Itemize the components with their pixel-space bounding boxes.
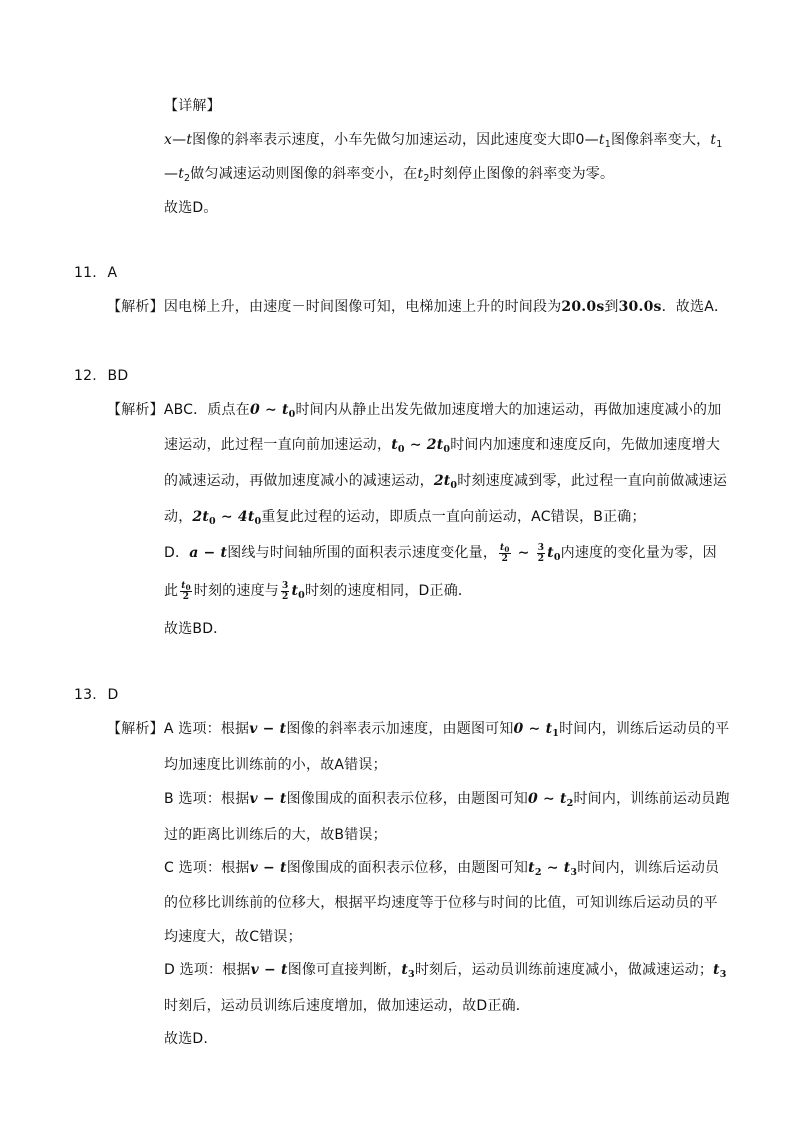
q13-line-2: 均加速度比训练前的小，故A错误； [164, 757, 387, 773]
q12-answer: BD [107, 368, 129, 384]
q13-line-6: 的位移比训练前的位移大，根据平均速度等于位移与时间的比值，可知训练后运动员的平 [164, 895, 718, 911]
fraction-t0-over-2: $\frac{t_0}{2}$ [500, 542, 510, 564]
fraction-t0-over-2: $\frac{t_0}{2}$ [181, 580, 191, 602]
q12-line-2: 速运动，此过程一直向前加速运动，$t_0$ ∼ $2t_0$时间内加速度和速度反向，先做加速度增大 [164, 437, 721, 455]
fraction-3-over-2: $\frac{3}{2}$ [281, 580, 289, 602]
q12-line-4: 动，$2t_0$ ∼ $4t_0$重复此过程的运动，即质点一直向前运动，AC错误，B正确； [164, 509, 646, 527]
q12-line-3: 的减速运动，再做加速度减小的减速运动，$2t_0$时刻速度减到零，此过程一直向前做减速运 [164, 473, 728, 491]
detail-heading: 【详解】 [164, 98, 221, 114]
q13-line-4: 过的距离比训练后的大，故B错误； [164, 827, 387, 843]
q13-line-1: 【解析】A 选项：根据v − t图像的斜率表示加速度，由题图可知0 ∼ $t_1$时间内，训练后运动员的平 [107, 721, 730, 739]
q11-answer: A [107, 265, 118, 281]
q12-line-5: D．a − t图线与时间轴所围的面积表示速度变化量， $\frac{t_0}{2}$ ∼ $\frac{3}{2}$ $t_0$内速度的变化量为零，因 [164, 542, 717, 564]
q13-line-7: 均速度大，故C错误； [164, 929, 302, 945]
q13-conclusion: 故选D. [164, 1031, 209, 1047]
q12-conclusion: 故选BD． [164, 621, 228, 637]
q12-number: 12. [74, 368, 97, 384]
q11-header [74, 262, 117, 284]
detail-line-2: $—t_2$做匀减速运动则图像的斜率变小，在$t_2$时刻停止图像的斜率变为零。 [164, 166, 615, 184]
detail-conclusion: 故选D。 [164, 200, 218, 216]
q13-tag: 【解析】 [107, 721, 164, 737]
q13-header [74, 684, 119, 706]
q11-tag: 【解析】 [107, 299, 164, 315]
q13-line-3: B 选项：根据v − t图像围成的面积表示位移，由题图可知0 ∼ $t_2$时间内，训练前运动员跑 [164, 791, 730, 809]
q13-line-8: D 选项：根据v − t图像可直接判断，$t_3$时刻后，运动员训练前速度减小，做减速运动；$t_3$ [164, 962, 727, 980]
detail-line-1: x—t图像的斜率表示速度，小车先做匀加速运动，因此速度变大即$0—t_1$图像斜率变大，$t_1$ [164, 132, 723, 150]
fraction-3-over-2: $\frac{3}{2}$ [537, 542, 545, 564]
q12-line-1: 【解析】ABC．质点在0 ∼ $t_0$时间内从静止出发先做加速度增大的加速运动，再做加速度减小的加 [107, 402, 722, 420]
q12-line-6: 此 $\frac{t_0}{2}$ 时刻的速度与 $\frac{3}{2}$ $t_0$时刻的速度相同，D正确． [164, 580, 473, 602]
q11-line-1: 【解析】因电梯上升，由速度－时间图像可知，电梯加速上升的时间段为20.0s到30.0s．故选A． [107, 299, 729, 315]
q11-number: 11. [74, 265, 97, 281]
q13-answer: D [107, 687, 119, 703]
q13-line-5: C 选项：根据v − t图像围成的面积表示位移，由题图可知$t_2$ ∼ $t_3$时间内，训练后运动员 [164, 860, 720, 878]
q12-header [74, 365, 128, 387]
q12-tag: 【解析】 [107, 402, 164, 418]
q13-line-9: 时刻后，运动员训练后速度增加，做加速运动，故D正确． [164, 998, 530, 1014]
q13-number: 13. [74, 687, 97, 703]
